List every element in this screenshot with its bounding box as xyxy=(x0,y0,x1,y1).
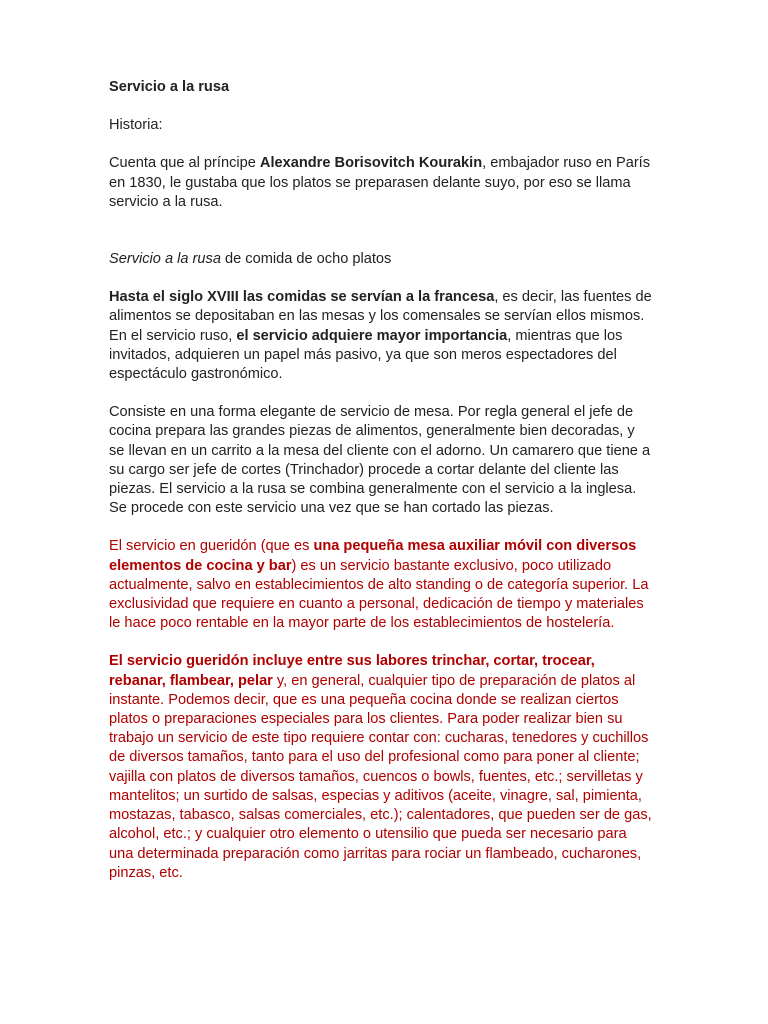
p2-italic: Servicio a la rusa xyxy=(109,251,221,268)
paragraph-consiste: Consiste en una forma elegante de servicio de mesa. Por regla general el jefe de cocina prepara las grandes piezas de alimentos, generalmente bien decoradas, y se llevan en un carrito a la mesa del cliente con el adorno. Un camarero que tiene a su cargo ser jefe de cortes (Trinchador) procede a cortar delante del cliente las piezas. El servicio a la rusa se combina generalmente con el servicio a la inglesa. Se procede con este servicio una vez que se han cortado las piezas. xyxy=(109,404,651,517)
paragraph-historia xyxy=(109,154,654,212)
p1-text-a: Cuenta que al príncipe xyxy=(109,155,260,172)
p5-bold-b: una pequeña mesa auxiliar móvil con diversos elementos de cocina y bar xyxy=(109,538,637,574)
historia-heading: Historia: xyxy=(109,117,163,134)
p5-text-a: El servicio en gueridón (que es xyxy=(109,538,314,555)
p6-text-b: y, en general, cualquier tipo de preparación de platos al instante. Podemos decir, que es una pequeña cocina donde se realizan ciertos platos o preparaciones especiales para los clientes. Para poder realizar bien su trabajo un servicio de este tipo requiere contar con: cucharas, tenedores y cuchillos de diversos tamaños, tanto para el uso del profesional como para poner al cliente; vajilla con platos de diversos tamaños, cuencos o bowls, fuentes, etc.; servilletas y mantelitos; un surtido de salsas, especias y aditivos (aceite, vinagre, sal, pimienta, mostazas, tabasco, salsas comerciales, etc.); calentadores, que pueden ser de gas, alcohol, etc.; y cualquier otro elemento o utensilio que pueda ser necesario para una determinada preparación como jarritas para rociar un flambeado, cucharones, pinzas, etc. xyxy=(109,672,652,881)
p3-text-d: , mientras que los invitados, adquieren un papel más pasivo, ya que son meros espectadores del espectáculo gastronómico. xyxy=(109,327,623,383)
p3-bold-a: Hasta el siglo XVIII las comidas se servían a la francesa xyxy=(109,289,495,306)
document-title: Servicio a la rusa xyxy=(109,79,230,95)
paragraph-gueridon xyxy=(109,537,654,633)
p2-text-b: de comida de ocho platos xyxy=(220,251,392,268)
p6-bold-a: El servicio gueridón incluye entre sus labores trinchar, cortar, trocear, rebanar, flambear, pelar xyxy=(109,653,595,689)
p5-text-c: ) es un servicio bastante exclusivo, poco utilizado actualmente, salvo en establecimientos de alto standing o de categoría superior. La exclusividad que requiere en cuanto a personal, dedicación de tiempo y materiales le hace poco rentable en la mayor parte de los establecimientos de hostelería. xyxy=(109,557,649,632)
p1-name-bold: Alexandre Borisovitch Kourakin xyxy=(259,155,483,172)
p3-text-b: , es decir, las fuentes de alimentos se depositaban en las mesas y los comensales se servían ellos mismos. En el servicio ruso, xyxy=(109,289,652,344)
paragraph-gueridon-labores xyxy=(109,652,654,882)
paragraph-siglo-xviii xyxy=(109,288,654,384)
p3-bold-c: el servicio adquiere mayor importancia xyxy=(236,327,508,344)
paragraph-ocho-platos xyxy=(109,250,654,269)
document-page xyxy=(109,78,654,883)
p1-text-c: , embajador ruso en París en 1830, le gustaba que los platos se preparasen delante suyo, por eso se llama servicio a la rusa. xyxy=(109,155,651,210)
